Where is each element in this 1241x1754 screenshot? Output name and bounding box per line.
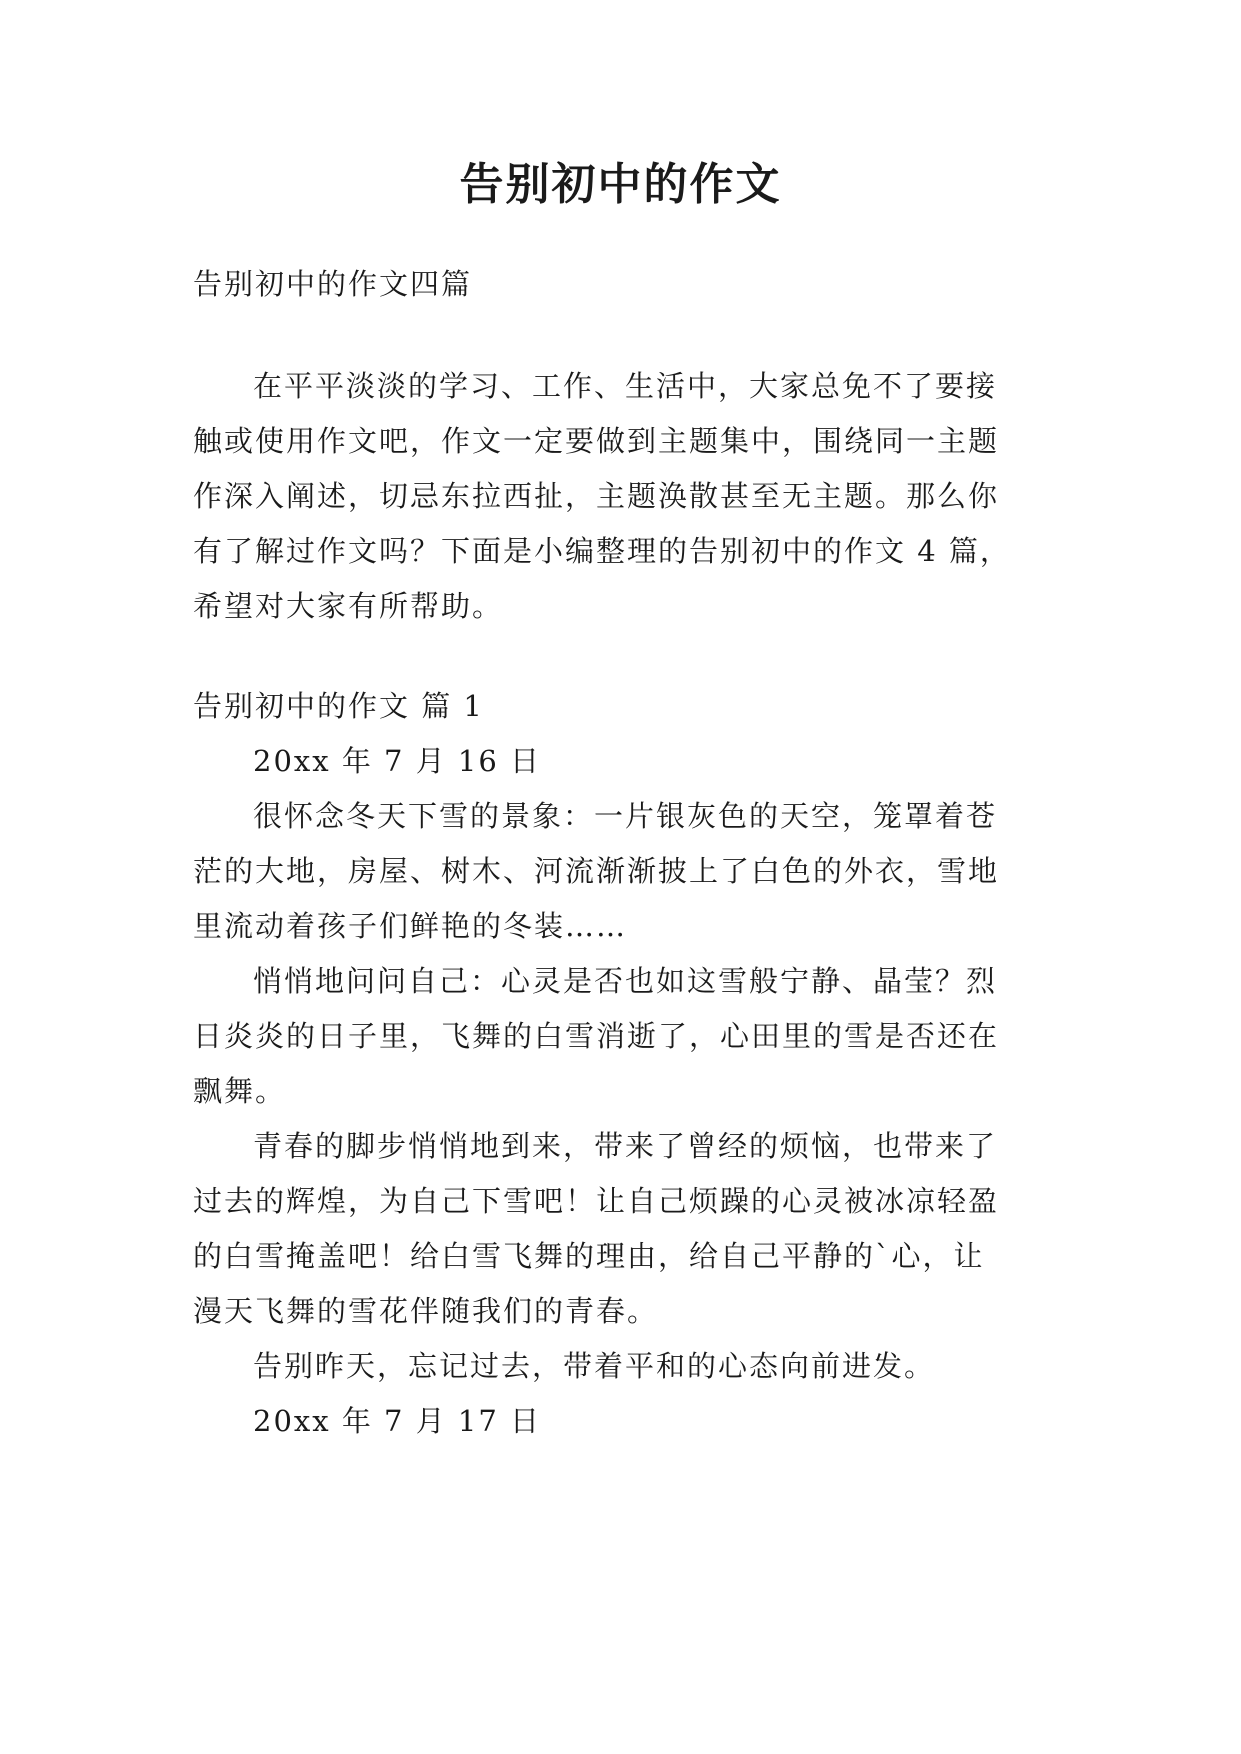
paragraph-line: 茫的大地，房屋、树木、河流渐渐披上了白色的外衣，雪地 (193, 854, 1000, 888)
paragraph-line: 过去的辉煌，为自己下雪吧！让自己烦躁的心灵被冰凉轻盈 (193, 1184, 1000, 1218)
entry-date: 20xx 年 7 月 17 日 (253, 1404, 542, 1438)
paragraph-line: 里流动着孩子们鲜艳的冬装…… (193, 909, 628, 943)
entry-date: 20xx 年 7 月 16 日 (253, 744, 542, 778)
paragraph-line: 飘舞。 (193, 1074, 287, 1108)
document-subtitle: 告别初中的作文四篇 (193, 267, 473, 301)
page-title: 告别初中的作文 (459, 159, 782, 210)
intro-line: 触或使用作文吧，作文一定要做到主题集中，围绕同一主题 (193, 424, 1000, 458)
intro-line: 希望对大家有所帮助。 (193, 589, 504, 623)
paragraph-line: 很怀念冬天下雪的景象：一片银灰色的天空，笼罩着苍 (253, 799, 998, 833)
paragraph-line: 悄悄地问问自己：心灵是否也如这雪般宁静、晶莹？烈 (253, 964, 998, 998)
intro-line: 作深入阐述，切忌东拉西扯，主题涣散甚至无主题。那么你 (193, 479, 1000, 513)
paragraph-line: 日炎炎的日子里，飞舞的白雪消逝了，心田里的雪是否还在 (193, 1019, 1000, 1053)
paragraph-line: 的白雪掩盖吧！给白雪飞舞的理由，给自己平静的`心，让 (193, 1239, 985, 1273)
intro-line: 在平平淡淡的学习、工作、生活中，大家总免不了要接 (253, 369, 998, 403)
paragraph-line: 告别昨天，忘记过去，带着平和的心态向前进发。 (253, 1349, 936, 1383)
paragraph-line: 青春的脚步悄悄地到来，带来了曾经的烦恼，也带来了 (253, 1129, 998, 1163)
section-heading: 告别初中的作文 篇 1 (193, 689, 484, 723)
paragraph-line: 漫天飞舞的雪花伴随我们的青春。 (193, 1294, 659, 1328)
intro-line: 有了解过作文吗？下面是小编整理的告别初中的作文 4 篇， (193, 534, 1011, 568)
